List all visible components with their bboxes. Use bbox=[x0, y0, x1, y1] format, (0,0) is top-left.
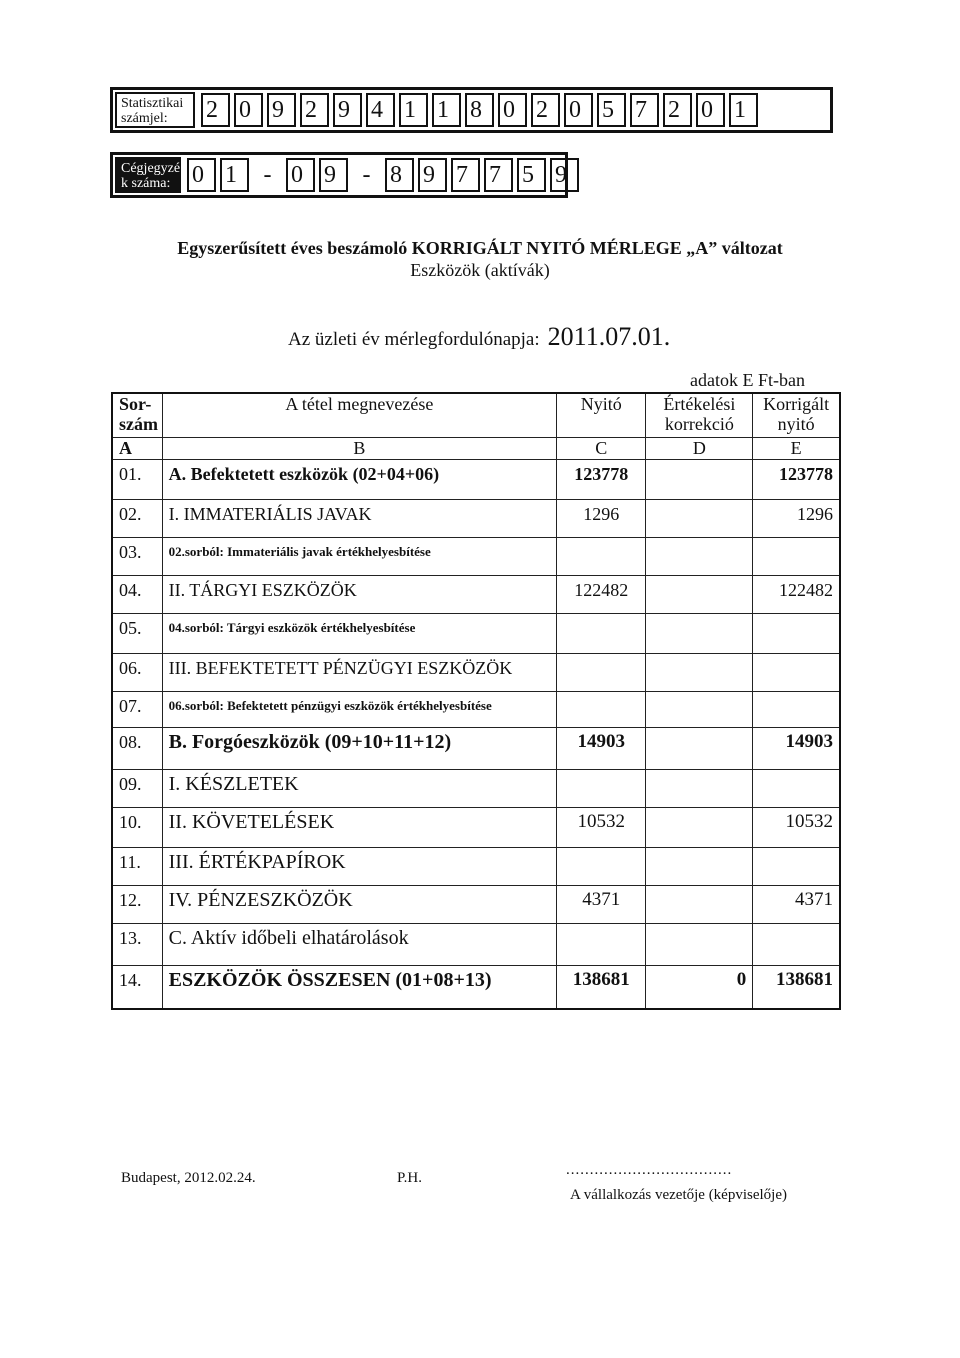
row-correction-value bbox=[646, 653, 753, 691]
reg-digit: 9 bbox=[418, 158, 447, 192]
reg-digit: 9 bbox=[550, 158, 579, 192]
row-opening-value bbox=[557, 691, 646, 727]
table-row bbox=[112, 807, 840, 847]
stat-digit: 9 bbox=[333, 93, 362, 127]
row-item-name: 04.sorból: Tárgyi eszközök értékhelyesbítése bbox=[162, 613, 557, 653]
row-opening-value: 10532 bbox=[557, 807, 646, 847]
balance-date-line bbox=[288, 322, 670, 352]
row-correction-value bbox=[646, 459, 753, 499]
table-row bbox=[112, 537, 840, 575]
row-opening-value: 4371 bbox=[557, 885, 646, 923]
row-corrected-value bbox=[753, 847, 840, 885]
row-item-name: I. KÉSZLETEK bbox=[162, 769, 557, 807]
stat-digit: 2 bbox=[201, 93, 230, 127]
row-correction-value bbox=[646, 923, 753, 965]
letter-c: C bbox=[557, 437, 646, 459]
stat-digit: 1 bbox=[432, 93, 461, 127]
row-opening-value bbox=[557, 537, 646, 575]
letter-e: E bbox=[753, 437, 840, 459]
reg-digit: 9 bbox=[319, 158, 348, 192]
row-corrected-value: 123778 bbox=[753, 459, 840, 499]
balance-date-value: 2011.07.01. bbox=[547, 322, 671, 351]
row-item-name: II. KÖVETELÉSEK bbox=[162, 807, 557, 847]
stat-digit: 0 bbox=[696, 93, 725, 127]
row-item-name: ESZKÖZÖK ÖSSZESEN (01+08+13) bbox=[162, 965, 557, 1009]
row-corrected-value bbox=[753, 653, 840, 691]
row-number: 14. bbox=[112, 965, 162, 1009]
table-row bbox=[112, 923, 840, 965]
document-title: Egyszerűsített éves beszámoló KORRIGÁLT NYITÓ MÉRLEGE „A” változat bbox=[177, 238, 783, 258]
reg-digit: 7 bbox=[484, 158, 513, 192]
company-reg-box bbox=[110, 152, 568, 198]
row-number: 02. bbox=[112, 499, 162, 537]
row-number: 10. bbox=[112, 807, 162, 847]
row-number: 07. bbox=[112, 691, 162, 727]
stat-digit: 0 bbox=[498, 93, 527, 127]
row-corrected-value: 10532 bbox=[753, 807, 840, 847]
header-item-name: A tétel megnevezése bbox=[162, 393, 557, 437]
table-row bbox=[112, 965, 840, 1009]
stat-digit: 1 bbox=[399, 93, 428, 127]
stat-digit: 2 bbox=[663, 93, 692, 127]
reg-digit: 8 bbox=[385, 158, 414, 192]
stat-digit: 0 bbox=[564, 93, 593, 127]
row-opening-value bbox=[557, 613, 646, 653]
letter-b: B bbox=[162, 437, 557, 459]
row-opening-value: 1296 bbox=[557, 499, 646, 537]
row-number: 09. bbox=[112, 769, 162, 807]
row-corrected-value: 14903 bbox=[753, 727, 840, 769]
place-date: Budapest, 2012.02.24. bbox=[121, 1170, 256, 1186]
row-corrected-value bbox=[753, 691, 840, 727]
header-row-number: Sor- szám bbox=[112, 393, 162, 437]
row-opening-value: 138681 bbox=[557, 965, 646, 1009]
table-row bbox=[112, 499, 840, 537]
row-corrected-value: 122482 bbox=[753, 575, 840, 613]
ph-mark: P.H. bbox=[397, 1170, 423, 1186]
row-correction-value bbox=[646, 807, 753, 847]
stat-digit: 8 bbox=[465, 93, 494, 127]
row-item-name: I. IMMATERIÁLIS JAVAK bbox=[162, 499, 557, 537]
balance-date-label: Az üzleti év mérlegfordulónapja: bbox=[288, 329, 540, 350]
table-row bbox=[112, 691, 840, 727]
row-number: 13. bbox=[112, 923, 162, 965]
row-correction-value bbox=[646, 537, 753, 575]
table-row bbox=[112, 885, 840, 923]
table-row bbox=[112, 613, 840, 653]
row-corrected-value bbox=[753, 769, 840, 807]
row-item-name: IV. PÉNZESZKÖZÖK bbox=[162, 885, 557, 923]
row-item-name: B. Forgóeszközök (09+10+11+12) bbox=[162, 727, 557, 769]
row-corrected-value: 4371 bbox=[753, 885, 840, 923]
row-number: 05. bbox=[112, 613, 162, 653]
stat-number-box bbox=[110, 87, 833, 133]
row-item-name: C. Aktív időbeli elhatárolások bbox=[162, 923, 557, 965]
row-correction-value bbox=[646, 575, 753, 613]
reg-digit: 1 bbox=[220, 158, 249, 192]
table-row bbox=[112, 459, 840, 499]
row-corrected-value: 1296 bbox=[753, 499, 840, 537]
row-correction-value bbox=[646, 691, 753, 727]
row-corrected-value bbox=[753, 613, 840, 653]
row-correction-value bbox=[646, 613, 753, 653]
row-item-name: 06.sorból: Befektetett pénzügyi eszközök értékhelyesbítése bbox=[162, 691, 557, 727]
row-number: 03. bbox=[112, 537, 162, 575]
reg-digit: 0 bbox=[286, 158, 315, 192]
header-opening: Nyitó bbox=[557, 393, 646, 437]
company-reg-digits bbox=[183, 155, 579, 195]
signature-label: A vállalkozás vezetője (képviselője) bbox=[570, 1187, 787, 1203]
company-reg-label: Cégjegyzé k száma: bbox=[115, 157, 181, 193]
row-number: 04. bbox=[112, 575, 162, 613]
balance-sheet-table bbox=[111, 392, 841, 1010]
reg-digit: 5 bbox=[517, 158, 546, 192]
row-number: 06. bbox=[112, 653, 162, 691]
row-opening-value bbox=[557, 769, 646, 807]
header-valuation-correction: Értékelési korrekció bbox=[646, 393, 753, 437]
row-opening-value bbox=[557, 847, 646, 885]
table-row bbox=[112, 575, 840, 613]
header-corrected-opening: Korrigált nyitó bbox=[753, 393, 840, 437]
row-number: 08. bbox=[112, 727, 162, 769]
row-number: 12. bbox=[112, 885, 162, 923]
row-correction-value bbox=[646, 727, 753, 769]
stat-digit: 7 bbox=[630, 93, 659, 127]
table-row bbox=[112, 847, 840, 885]
row-opening-value bbox=[557, 653, 646, 691]
reg-digit: - bbox=[263, 161, 272, 188]
stat-digit: 9 bbox=[267, 93, 296, 127]
reg-digit: 0 bbox=[187, 158, 216, 192]
table-header-row bbox=[112, 393, 840, 437]
row-item-name: A. Befektetett eszközök (02+04+06) bbox=[162, 459, 557, 499]
stat-digit: 2 bbox=[300, 93, 329, 127]
units-note: adatok E Ft-ban bbox=[690, 370, 805, 390]
stat-digit: 4 bbox=[366, 93, 395, 127]
row-number: 11. bbox=[112, 847, 162, 885]
row-number: 01. bbox=[112, 459, 162, 499]
row-item-name: III. BEFEKTETETT PÉNZÜGYI ESZKÖZÖK bbox=[162, 653, 557, 691]
row-correction-value bbox=[646, 499, 753, 537]
row-correction-value: 0 bbox=[646, 965, 753, 1009]
stat-digit: 0 bbox=[234, 93, 263, 127]
row-item-name: II. TÁRGYI ESZKÖZÖK bbox=[162, 575, 557, 613]
row-corrected-value bbox=[753, 923, 840, 965]
row-opening-value: 14903 bbox=[557, 727, 646, 769]
table-letter-row bbox=[112, 437, 840, 459]
row-item-name: 02.sorból: Immateriális javak értékhelyesbítése bbox=[162, 537, 557, 575]
table-row bbox=[112, 769, 840, 807]
signature-dots: ................................... bbox=[566, 1162, 733, 1178]
row-opening-value: 123778 bbox=[557, 459, 646, 499]
stat-digit: 2 bbox=[531, 93, 560, 127]
letter-a: A bbox=[112, 437, 162, 459]
table-row bbox=[112, 727, 840, 769]
row-opening-value bbox=[557, 923, 646, 965]
stat-number-digits bbox=[197, 90, 758, 130]
reg-digit: - bbox=[362, 161, 371, 188]
table-row bbox=[112, 653, 840, 691]
row-corrected-value: 138681 bbox=[753, 965, 840, 1009]
stat-number-label: Statisztikai számjel: bbox=[115, 92, 195, 128]
reg-digit: 7 bbox=[451, 158, 480, 192]
stat-digit: 5 bbox=[597, 93, 626, 127]
row-opening-value: 122482 bbox=[557, 575, 646, 613]
letter-d: D bbox=[646, 437, 753, 459]
document-subtitle: Eszközök (aktívák) bbox=[410, 260, 550, 280]
row-correction-value bbox=[646, 847, 753, 885]
row-item-name: III. ÉRTÉKPAPÍROK bbox=[162, 847, 557, 885]
row-correction-value bbox=[646, 885, 753, 923]
stat-digit: 1 bbox=[729, 93, 758, 127]
row-correction-value bbox=[646, 769, 753, 807]
row-corrected-value bbox=[753, 537, 840, 575]
